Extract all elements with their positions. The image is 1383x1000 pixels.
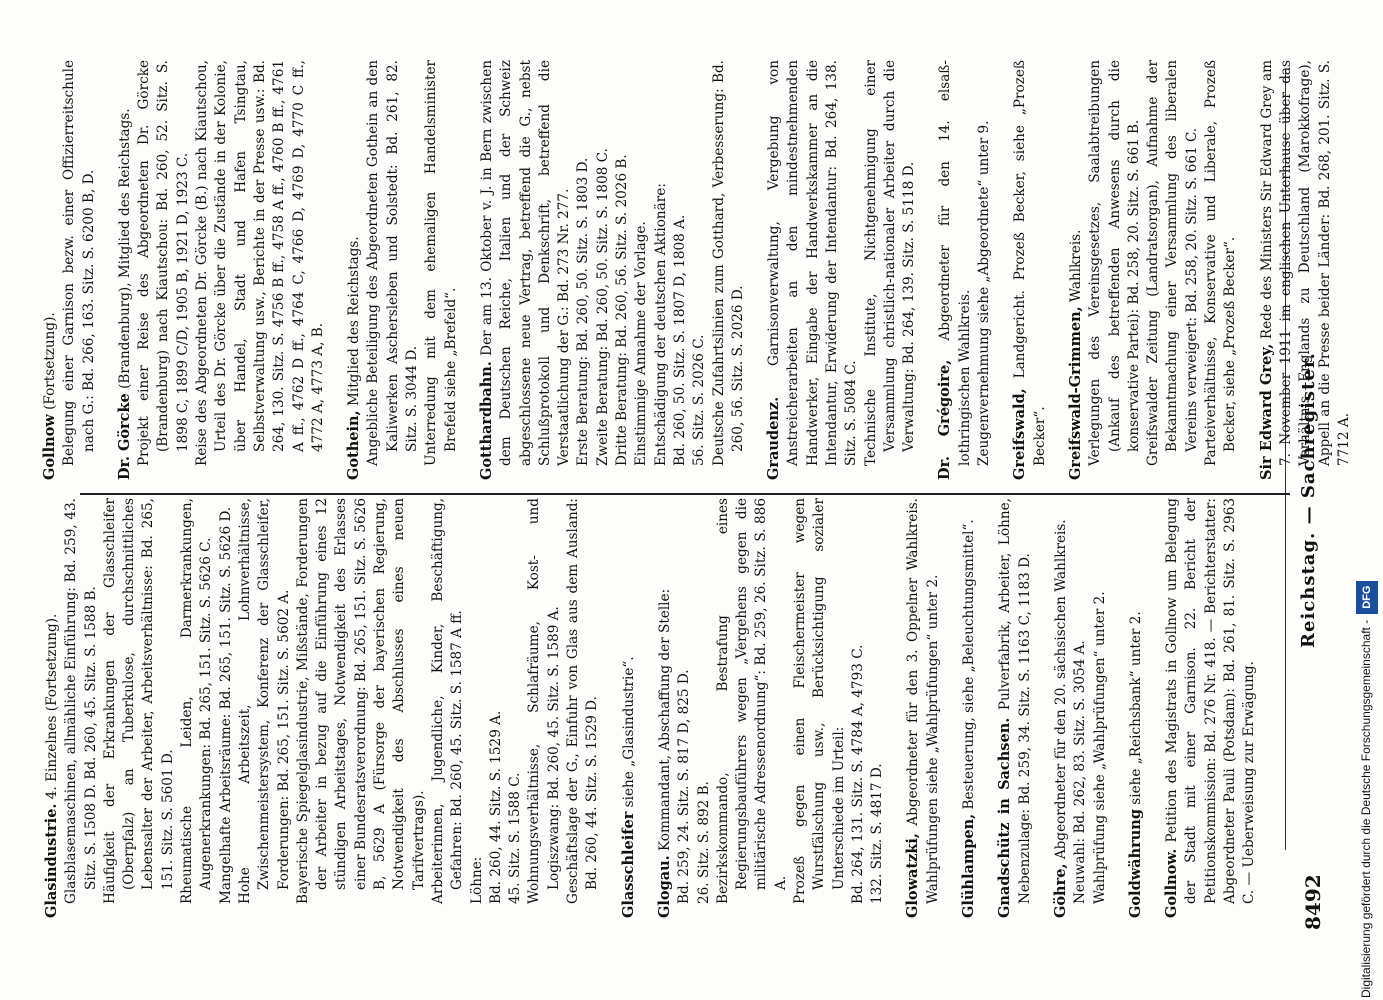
index-entry: [344, 60, 461, 480]
entry-text: Projekt einer Reise des Abgeordneten Dr. Görcke (Brandenburg) nach Kiautschou: Bd. 260, 52. Sitz. S. 1898 C, 1899 C/D, 1905 B, 1921 D, 1923 C.: [136, 60, 191, 466]
entry-first-line: [1162, 498, 1259, 918]
entry-spacer: [1150, 498, 1162, 918]
entry-subline: [564, 498, 603, 918]
entry-headword: Gnadschütz in Sachsen.: [996, 717, 1014, 918]
entry-first-line: [1051, 498, 1071, 918]
entry-headword: Goldwährung: [1126, 809, 1144, 918]
entry-text: Greifswalder Zeitung (Landratsorgan), Aufnahme der Bekanntmachung einer Versammlung des liberalen Vereins verweigert: Bd. 258, 20. Sitz. S. 661 C.: [1145, 60, 1200, 466]
entry-subline: [178, 498, 217, 918]
right-column: [40, 60, 1370, 480]
entry-text: Zeugenvernehmung siehe „Abgeordnete“ unter 9.: [976, 120, 993, 466]
entry-headword: Dr. Görcke: [115, 393, 133, 480]
entry-first-line: [764, 60, 861, 480]
entry-headword: Glasschleifer: [619, 811, 637, 918]
entry-text: Angebliche Beteiligung des Abgeordneten Gothein an den Kaliwerken Aschersleben und Solstedt: Bd. 261, 82. Sitz. S. 3044 D.: [365, 60, 421, 466]
entry-subline: [574, 60, 593, 480]
entry-subline: [236, 498, 294, 918]
index-entry: [1257, 60, 1354, 480]
entry-subline: [675, 498, 694, 918]
entry-first-line: [344, 60, 364, 480]
entry-text: 132. Sitz. S. 4817 D.: [869, 763, 886, 904]
entry-headword: Glogau.: [655, 855, 673, 918]
entry-spacer: [1039, 498, 1051, 918]
entry-subline: [710, 60, 749, 480]
entry-spacer: [983, 498, 995, 918]
entry-subline: [429, 498, 468, 918]
entry-spacer: [332, 60, 344, 480]
entry-text: Löhne:: [468, 856, 485, 904]
entry-headword: Gollnow.: [1163, 848, 1181, 918]
entry-subline: [695, 498, 714, 918]
entry-subline: [849, 498, 868, 918]
index-entry: [1051, 498, 1110, 918]
entry-spacer: [891, 498, 903, 918]
entry-text: Verlegungen des Vereinsgesetzes, Saalabtreibungen (Ankauf des betreffenden Anwesens durch die konservative Partei): Bd. 258, 20. Sitz. S. 661 B.: [1087, 60, 1142, 466]
entry-subline: [101, 498, 178, 918]
entry-text: Abgeordneter für den 20. sächsischen Wahlkreis.: [1052, 519, 1069, 860]
running-head: Reichstag. — Sachregister.: [1298, 352, 1319, 648]
entry-spacer: [998, 60, 1010, 480]
entry-text: Deutsche Zufahrtslinien zum Gotthard, Verbesserung: Bd. 260, 56. Sitz. S. 2026 D.: [710, 60, 746, 466]
entry-first-line: [995, 498, 1035, 918]
entry-headword: Glühlampen,: [960, 813, 978, 918]
index-entry: [1010, 60, 1050, 480]
entry-subline: [868, 498, 887, 918]
entry-text: Der am 13. Oktober v. J. in Bern zwischen dem Deutschen Reiche, Italien und der Schweiz abgeschlossene neue Vertrag, betreffend die G., nebst Schlußprotokoll und Denkschrift, betreffend die Verstaatlichung der G.: Bd. 273 Nr. 277.: [478, 60, 573, 466]
column-divider: [80, 493, 1290, 495]
entry-text: Glasblasemaschinen, allmähliche Einführung: Bd. 259, 43. Sitz. S. 1508 D. Bd. 260, 45. Sitz. S. 1588 B.: [63, 498, 99, 904]
entry-text: Belegung einer Garnison bezw. einer Offizierreitschule nach G.: Bd. 266, 163. Sitz. S. 6200 B, D.: [61, 60, 97, 466]
entry-spacer: [643, 498, 655, 918]
index-entry: [959, 498, 979, 918]
entry-subline: [613, 60, 632, 480]
entry-headword: Graudenz.: [765, 396, 783, 480]
entry-text: 4. Einzelnes (Fortsetzung).: [44, 613, 60, 800]
entry-text: Abgeordneter für den 14. elsaß-lothringischen Wahlkreis.: [937, 60, 973, 466]
entry-text: Wahlprüfung siehe „Wahlprüfungen“ unter 2.: [1091, 591, 1108, 904]
entry-spacer: [607, 498, 619, 918]
entry-headword: Gothein,: [345, 410, 363, 480]
entry-headword: Glasindustrie.: [43, 803, 60, 918]
entry-text: Wohnungsverhältnisse, Schlafräume, Kost- und Logiszwang: Bd. 260, 45. Sitz. S. 1589 A.: [526, 498, 562, 904]
entry-text: Petition des Magistrats in Gollnow um Belegung der Stadt mit einer Garnison. 22. Bericht der Petitionskommission: Bd. 276 Nr. 418. — Berichterstatter: Abgeordneter Pauli (Potsdam): Bd. 261, 81. Sitz. S. 2963 C. — Ueberweisung zur Erwägung.: [1164, 498, 1258, 904]
entry-first-line: [42, 498, 62, 918]
index-entry: [40, 60, 99, 480]
entry-first-line: [655, 498, 675, 918]
entry-subline: [62, 498, 101, 918]
dfg-logo-badge: DFG: [1356, 581, 1378, 614]
entry-spacer: [1264, 498, 1276, 918]
entry-spacer: [752, 60, 764, 480]
entry-subline: [1091, 498, 1110, 918]
entry-text: Bd. 260, 44. Sitz. S. 1529 A.: [487, 710, 504, 904]
entry-text: Entschädigung der deutschen Aktionäre:: [652, 183, 669, 466]
entry-text: Unterredung mit dem ehemaligen Handelsminister Brefeld siehe „Brefeld“.: [423, 60, 459, 466]
entry-text: Einstimmige Annahme der Vorlage.: [633, 221, 650, 466]
entry-text: Wahlkreis.: [1067, 229, 1084, 302]
entry-text: Rede des Ministers Sir Edward Grey am 7. November 1911 im englischen Unterhause über das Verhältnis Englands zu Deutschland (Marokkofrage), Appell an die Presse beider Länder: Bd. 268, 201. Sitz. S. 7712 A.: [1258, 60, 1352, 466]
left-column: [42, 498, 1276, 918]
entry-spacer: [923, 60, 935, 480]
entry-subline: [671, 60, 690, 480]
entry-spacer: [103, 60, 115, 480]
entry-subline: [1202, 60, 1241, 480]
entry-text: Pulverfabrik, Arbeiter, Löhne, Nebenzulage: Bd. 259, 34. Sitz. S. 1163 C, 1183 D.: [997, 497, 1033, 904]
entry-first-line: [1257, 60, 1354, 480]
entry-subline: [294, 498, 429, 918]
entry-subline: [714, 498, 791, 918]
index-entry: [655, 498, 888, 918]
entry-headword: Gollnow: [41, 414, 58, 480]
entry-subline: [525, 498, 564, 918]
entry-headword: Dr. Grégoire,: [936, 359, 954, 480]
entry-text: Rheumatische Leiden, Darmerkrankungen, Augenerkrankungen: Bd. 265, 151. Sitz. S. 5626 C.: [179, 498, 215, 904]
entry-first-line: [619, 498, 639, 918]
entry-headword: Greifswald,: [1011, 388, 1029, 480]
entry-text: Reise des Abgeordneten Dr. Görcke (B.) nach Kiautschou, Urteil des Dr. Görcke über die Zustände in der Kolonie, über Handel, Stadt und Hafen Tsingtau, Selbstverwaltung usw., Berichte in der Presse usw.: Bd. 264, 130. Sitz. S. 4756 B ff., 4758 A ff., 4760 B ff., 4761 A ff., 4762 D ff., 4764 C, 4766 D, 4769 D, 4770 C ff., 4772 A, 4773 A, B.: [194, 60, 326, 466]
entry-text: siehe „Glasindustrie“.: [620, 656, 637, 808]
page-number: 8492: [1301, 874, 1325, 930]
entry-text: Parteiverhältnisse, Konservative und Liberale, Prozeß Becker, siehe „Prozeß Becker“.: [1203, 60, 1239, 466]
entry-first-line: [935, 60, 975, 480]
entry-subline: [135, 60, 193, 480]
credit-text: Digitalisierung gefördert durch die Deutsche Forschungsgemeinschaft -: [1359, 619, 1373, 998]
entry-spacer: [1054, 60, 1066, 480]
entry-text: Neuwahl: Bd. 262, 83. Sitz. S. 3054 A.: [1072, 640, 1089, 904]
entry-text: Dritte Beratung: Bd. 260, 56. Sitz. S. 2026 B.: [614, 154, 631, 466]
entry-text: Bd. 259, 24. Sitz. S. 817 D, 825 D.: [676, 669, 693, 904]
entry-first-line: [1126, 498, 1146, 918]
entry-spacer: [465, 60, 477, 480]
index-entry: [42, 498, 603, 918]
entry-subline: [468, 498, 487, 918]
entry-text: siehe „Reichsbank“ unter 2.: [1127, 611, 1144, 805]
index-entry: [477, 60, 748, 480]
entry-text: Bd. 260, 50. Sitz. S. 1807 D, 1808 A.: [671, 214, 688, 466]
entry-text: Technische Institute, Nichtgenehmigung einer Versammlung christlich-nationaler Arbeiter durch die Verwaltung: Bd. 264, 139. Sitz. S. 5118 D.: [862, 60, 918, 466]
entry-text: Mangelhafte Arbeitsräume: Bd. 265, 151. Sitz. S. 5626 D.: [217, 506, 234, 904]
entry-text: 45. Sitz. S. 1588 C.: [507, 772, 524, 904]
entry-subline: [1086, 60, 1144, 480]
entry-text: Erste Beratung: Bd. 260, 50. Sitz. S. 1803 D.: [575, 157, 592, 466]
entry-text: (Fortsetzung).: [42, 312, 58, 410]
entry-subline: [193, 60, 328, 480]
entry-headword: Gotthardbahn.: [477, 361, 495, 480]
entry-subline: [1071, 498, 1090, 918]
entry-spacer: [1114, 498, 1126, 918]
index-entry: [115, 60, 328, 480]
entry-first-line: [477, 60, 574, 480]
entry-text: Arbeiterinnen, Jugendliche, Kinder, Beschäftigung, Gefahren: Bd. 260, 45. Sitz. S. 1587 A ff.: [429, 498, 466, 904]
entry-subline: [594, 60, 613, 480]
entry-text: Besteuerung, siehe „Beleuchtungsmittel“.: [961, 519, 978, 810]
entry-first-line: [959, 498, 979, 918]
entry-text: Mitglied des Reichstags.: [346, 236, 363, 407]
index-entry: [764, 60, 919, 480]
entry-text: Abgeordneter für den 3. Oppelner Wahlkreis. Wahlprüfungen siehe „Wahlprüfungen“ unter 2.: [905, 498, 941, 904]
entry-text: Hohe Arbeitszeit, Lohnverhältnisse, Zwischenmeistersystem, Konferenz der Glasschleifer, Forderungen: Bd. 265, 151. Sitz. S. 5602 A.: [236, 498, 292, 904]
entry-headword: Sir Edward Grey,: [1257, 343, 1275, 480]
index-entry: [903, 498, 943, 918]
entry-subline: [364, 60, 422, 480]
entry-headword: Greifswald-Grimmen,: [1066, 306, 1084, 480]
entry-subline: [60, 60, 99, 480]
entry-first-line: [40, 60, 60, 480]
entry-subline: [217, 498, 236, 918]
entry-text: Zweite Beratung: Bd. 260, 50. Sitz. S. 1808 C.: [594, 148, 611, 466]
entry-spacer: [947, 498, 959, 918]
index-entry: [619, 498, 639, 918]
entry-text: Häufigkeit der Erkrankungen der Glasschleifer (Oberpfalz) an Tuberkulose, durchschnittliches Lebensalter der Arbeiter, Arbeitsverhältnisse: Bd. 265, 151. Sitz. S. 5601 D.: [101, 498, 176, 904]
index-entry: [1066, 60, 1241, 480]
entry-headword: Göhre,: [1051, 863, 1069, 918]
index-entry: [935, 60, 994, 480]
entry-subline: [422, 60, 461, 480]
entry-text: 56. Sitz. S. 2026 C.: [691, 334, 708, 466]
entry-text: Garnisonverwaltung, Vergebung von Anstreicherarbeiten an den mindestnehmenden Handwerker, Eingabe der Handwerkskammer an die Intendantur, Erwiderung der Intendantur: Bd. 264, 138. Sitz. S. 5084 C.: [766, 60, 860, 466]
entry-headword: Glowatzki,: [904, 833, 922, 918]
entry-text: (Brandenburg), Mitglied des Reichstags.: [116, 108, 133, 389]
entry-subline: [506, 498, 525, 918]
entry-subline: [862, 60, 920, 480]
entry-text: Bayerische Spiegelglasindustrie, Mißstände, Forderungen der Arbeiter in bezug auf die Einführung eines 12 stündigen Arbeitstages, Notwendigkeit des Erlasses einer Bundesratsverordnung: Bd. 265, 151. Sitz. S. 5626 B, 5629 A (Fürsorge der bayerischen Regierung, Notwendigkeit des Abschlusses eines neuen Tarifvertrags).: [294, 498, 427, 904]
index-entry: [1162, 498, 1259, 918]
entry-subline: [652, 60, 671, 480]
entry-subline: [632, 60, 651, 480]
entry-spacer: [1245, 60, 1257, 480]
entry-text: Geschäftslage der G., Einfuhr von Glas aus dem Ausland: Bd. 260, 44. Sitz. S. 1529 D.: [565, 498, 601, 904]
entry-first-line: [1010, 60, 1050, 480]
entry-text: Kommandant, Abschaffung der Stelle:: [656, 588, 673, 851]
entry-text: 26. Sitz. S. 892 B.: [695, 781, 712, 904]
index-entry: [1126, 498, 1146, 918]
sidebar-credit-text: [1355, 8, 1378, 998]
entry-text: Prozeß gegen einen Fleischermeister wegen Wurstfälschung usw., Berücksichtigung sozialer Unterschiede im Urteil:: [791, 498, 847, 904]
entry-text: Bd. 264, 131. Sitz. S. 4784 A, 4793 C.: [849, 644, 866, 904]
entry-text: Bezirkskommando, Bestrafung eines Regierungsbauführers wegen „Vergehens gegen die militärische Adressenordnung“: Bd. 259, 26. Sitz. S. 886 A.: [714, 498, 789, 904]
sidebar-credit: [1355, 8, 1379, 998]
entry-first-line: [903, 498, 943, 918]
entry-subline: [690, 60, 709, 480]
entry-subline: [1144, 60, 1202, 480]
entry-subline: [791, 498, 849, 918]
entry-subline: [487, 498, 506, 918]
entry-first-line: [1066, 60, 1086, 480]
entry-subline: [975, 60, 994, 480]
entry-first-line: [115, 60, 135, 480]
index-entry: [995, 498, 1035, 918]
entry-text: Landgericht. Prozeß Becker, siehe „Prozeß Becker“.: [1012, 60, 1048, 466]
